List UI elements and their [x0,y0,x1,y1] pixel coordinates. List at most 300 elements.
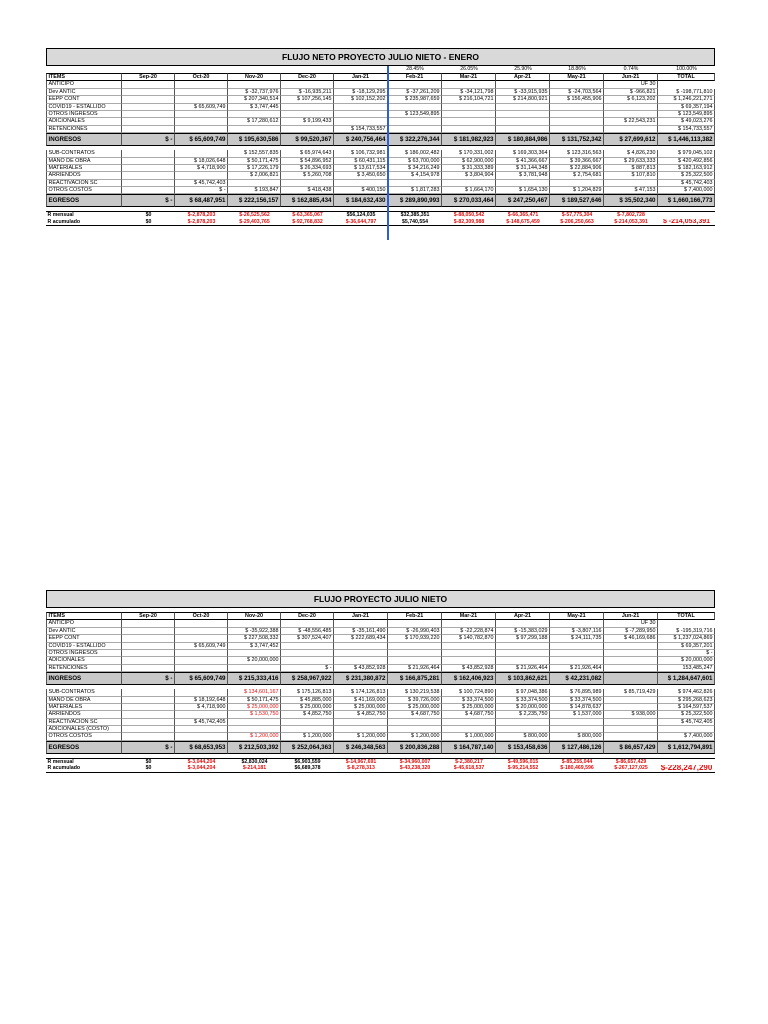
table-cell [122,726,175,733]
table-cell: $ 164,787,140 [442,741,496,754]
table-cell: $ 189,527,646 [550,194,604,207]
table-cell: $ 26,334,693 [281,165,334,172]
table-cell: $ 24,111,735 [550,635,604,642]
column-header: Jun-21 [604,73,658,81]
table-cell: $ 231,380,872 [334,672,388,685]
table-cell [496,620,550,627]
table-cell: $ 322,276,344 [388,133,442,146]
table-row [46,111,715,118]
table-cell: $ 65,609,749 [175,133,228,146]
column-header: Sep-20 [122,73,175,81]
table-cell [228,111,281,118]
table-cell: $ -35,161,490 [334,628,388,635]
table-cell [122,628,175,635]
table-cell: $-180,469,596 [560,765,594,772]
table-cell: $ 76,895,989 [550,689,604,696]
table-cell: $ 140,782,870 [442,635,496,642]
table-cell: $ 4,852,750 [334,711,388,718]
table-cell: $ 4,852,750 [281,711,334,718]
table-cell [281,104,334,111]
table-row [46,172,715,179]
table-cell [334,657,388,664]
table-cell: $ -15,383,029 [496,628,550,635]
table-cell: $ 22,884,906 [550,165,604,172]
table-cell: $-88,050,542 [453,212,485,219]
table-cell [442,650,496,657]
table-cell: $ 1,000,000 [442,733,496,740]
table-cell [175,657,228,664]
table-cell: $6,903,559 [294,758,321,765]
table-cell: $ 258,967,922 [281,672,334,685]
table-cell: $ -34,121,798 [442,89,496,96]
table-cell [604,111,658,118]
table-cell: $ 170,331,002 [442,150,496,157]
table-cell: $ 25,000,000 [442,704,496,711]
table-cell [442,118,496,125]
table-cell: $ 214,800,921 [496,96,550,103]
table-cell [334,81,388,88]
pct-value: 18.86% [568,66,586,72]
row-label: RETENCIONES [46,665,122,672]
column-header: May-21 [550,612,604,620]
column-headers [46,73,715,81]
table-cell: $ 106,732,981 [334,150,388,157]
table-cell [388,620,442,627]
table-cell: $ 107,810 [604,172,658,179]
table-cell: $ -214,053,391 [662,218,711,225]
table-cell [442,104,496,111]
table-cell: $ 43,852,928 [334,665,388,672]
table-cell [175,650,228,657]
table-cell: $ 33,374,500 [550,697,604,704]
table-cell: $-228,247,290 [660,765,713,772]
column-header: May-21 [550,73,604,81]
table-cell: $ -24,703,564 [550,89,604,96]
table-cell [122,650,175,657]
table-cell: $ 174,126,813 [334,689,388,696]
table-row [46,689,715,696]
row-label: INGRESOS [46,672,122,685]
table-cell: $ 154,733,557 [334,126,388,133]
table-cell [496,118,550,125]
column-header: Oct-20 [175,73,228,81]
table-cell: $ 182,163,912 [658,165,715,172]
table-cell [496,126,550,133]
table-cell: $ 3,781,948 [496,172,550,179]
column-header: Mar-21 [442,612,496,620]
table-cell [334,726,388,733]
column-divider-line [387,66,389,240]
table-row [46,657,715,664]
table-cell: $ 21,926,464 [388,665,442,672]
column-header: Jan-21 [334,612,388,620]
column-headers [46,612,715,620]
column-header: Sep-20 [122,612,175,620]
table-cell [604,704,658,711]
table-cell: $ 222,689,434 [334,635,388,642]
table-cell: $ 62,900,000 [442,158,496,165]
table-cell [334,643,388,650]
table-cell: $ -22,228,874 [442,628,496,635]
table-cell [175,628,228,635]
row-label: ANTICIPO [46,620,122,627]
table-cell [550,643,604,650]
table-cell [175,126,228,133]
table-cell: $ - [122,194,175,207]
table-cell [281,126,334,133]
table-cell [388,126,442,133]
table-cell: $ 216,104,721 [442,96,496,103]
table-row [46,697,715,704]
table-cell: $ 1,660,166,773 [658,194,715,207]
table-row [46,733,715,740]
table-cell [496,81,550,88]
table-cell [122,711,175,718]
table-cell: $ 134,601,167 [228,689,281,696]
table-cell: $ 45,742,405 [658,719,715,726]
table-cell [122,118,175,125]
row-label: ARRIENDOS [46,711,122,718]
pct-value [281,66,334,73]
table-cell: $ 42,231,082 [550,672,604,685]
table-cell [388,118,442,125]
results-block [46,758,715,773]
percentage-row [46,66,715,73]
table-row [46,81,715,88]
table-cell: $-92,768,832 [292,218,323,225]
table-cell [175,96,228,103]
table-row [46,726,715,733]
table-cell: $ 307,524,407 [281,635,334,642]
table-cell [550,719,604,726]
row-label: MATERIALES [46,165,122,172]
table-cell: $ 4,718,900 [175,704,228,711]
table-cell [175,118,228,125]
table-cell [604,180,658,187]
table-cell [388,81,442,88]
row-label: COVID19 - ESTALLIDO [46,643,122,650]
table-cell [442,657,496,664]
table-row [46,118,715,125]
table-cell: $ 68,653,953 [175,741,228,754]
table-cell: $ 4,687,750 [442,711,496,718]
row-label: MANO DE OBRA [46,697,122,704]
row-label: REACTIVACION SC [46,180,122,187]
table-cell: $ 2,754,681 [550,172,604,179]
pct-value [334,66,388,73]
table-cell: $ 49,023,276 [658,118,715,125]
row-label: SUB-CONTRATOS [46,689,122,696]
table-cell [604,719,658,726]
table-cell: $ 4,826,230 [604,150,658,157]
table-cell [175,689,228,696]
table-cell: $ 887,813 [604,165,658,172]
table-cell: $ 20,000,000 [496,704,550,711]
table-cell: $ 65,609,749 [175,643,228,650]
table-cell: $56,124,035 [346,212,376,219]
table-cell: $5,740,554 [402,218,428,225]
row-label: OTROS COSTOS [46,187,122,194]
table-cell: $ 7,400,000 [658,733,715,740]
table-cell: $ 39,366,667 [550,158,604,165]
table-row [46,643,715,650]
table-cell: $ 1,537,000 [550,711,604,718]
table-cell: $ 3,804,904 [442,172,496,179]
table-cell [550,726,604,733]
table-cell [122,733,175,740]
table-cell: $ 31,333,389 [442,165,496,172]
table-cell: $ 45,885,000 [281,697,334,704]
table-cell: $ 979,045,102 [658,150,715,157]
row-label: COVID19 - ESTALLIDO [46,104,122,111]
table-cell [604,672,658,685]
row-label: EEPP CONT [46,96,122,103]
pct-value: 100.00% [676,66,697,72]
table-cell: $-43,238,320 [399,765,431,772]
table-cell: $ 212,503,392 [228,741,281,754]
table-cell [334,620,388,627]
table-cell [550,620,604,627]
table-cell: $-29,403,765 [239,218,270,225]
table-cell [604,665,658,672]
table-cell: $ 4,718,900 [175,165,228,172]
column-header: Apr-21 [496,73,550,81]
table-cell: $-214,053,391 [614,218,648,225]
column-header: Apr-21 [496,612,550,620]
table-cell: $ 193,847 [228,187,281,194]
table-cell: $ 2,006,821 [228,172,281,179]
table-cell: $-45,618,537 [453,765,485,772]
table-cell: $ 97,048,386 [496,689,550,696]
table-cell [122,158,175,165]
table-cell [496,726,550,733]
table-cell: $ 25,322,500 [658,172,715,179]
table-cell: $ 295,268,623 [658,697,715,704]
table-cell: $-26,525,562 [239,212,270,219]
table-cell: $ 4,154,978 [388,172,442,179]
table-row [46,635,715,642]
table-row [46,104,715,111]
table-cell: $ 200,836,288 [388,741,442,754]
table-cell: $ 102,152,202 [334,96,388,103]
table-cell: $ 131,752,342 [550,133,604,146]
table-cell: $ 1,204,829 [550,187,604,194]
table-cell: $ 195,630,586 [228,133,281,146]
table-cell: $32,385,351 [400,212,430,219]
table-cell: $ 186,002,482 [388,150,442,157]
table-cell [550,650,604,657]
table-cell: $ 164,597,537 [658,704,715,711]
table-cell: $ 169,303,364 [496,150,550,157]
table-cell: $ 1,817,283 [388,187,442,194]
table-cell [122,180,175,187]
table-row [46,187,715,194]
table-cell: $-2,380,217 [455,758,483,765]
table-cell: $ 25,000,000 [228,704,281,711]
table-cell [228,650,281,657]
table-cell: $ - [658,650,715,657]
table-cell: $ -3,807,116 [550,628,604,635]
table-cell: $0 [145,765,152,772]
table-row [46,672,715,685]
table-cell: $ - [175,187,228,194]
table-cell: $ 69,357,201 [658,643,715,650]
table-cell: $ 43,852,928 [442,665,496,672]
table-cell [496,650,550,657]
table-cell: $-85,255,044 [561,758,593,765]
pct-value: 0.74% [623,66,639,72]
table-cell [334,180,388,187]
table-cell [550,104,604,111]
table-cell [122,126,175,133]
table-cell [228,726,281,733]
table-row [46,96,715,103]
table-cell [122,89,175,96]
table-cell [175,150,228,157]
table-row [46,765,715,771]
row-label: R acumulado [47,218,81,225]
table-row [46,165,715,172]
table-cell: $ 152,557,835 [228,150,281,157]
table-cell: $ 215,333,416 [228,672,281,685]
table-cell: $ 800,000 [550,733,604,740]
table-cell [388,650,442,657]
table-cell: $ 20,000,000 [228,657,281,664]
table-cell: $ 41,366,667 [496,158,550,165]
table-cell [122,104,175,111]
table-cell [550,180,604,187]
table-cell [175,172,228,179]
table-cell: $ 27,699,612 [604,133,658,146]
table-cell: $0 [145,218,152,225]
table-cell [281,650,334,657]
table-cell: $ 65,609,749 [175,104,228,111]
table-cell [604,733,658,740]
table-cell [496,180,550,187]
table-cell [496,719,550,726]
row-label: ADICIONALES [46,657,122,664]
table-cell: $-36,644,797 [345,218,377,225]
table-cell [175,111,228,118]
table-cell: $ 107,256,145 [281,96,334,103]
table-cell: $ 45,742,403 [175,180,228,187]
table-cell [281,643,334,650]
table-cell [228,665,281,672]
table-cell: $ 17,226,179 [228,165,281,172]
table-cell: $ 162,406,923 [442,672,496,685]
table-cell: $ 227,508,332 [228,635,281,642]
table-cell: $ 100,724,890 [442,689,496,696]
row-label: Dev ANTIC [46,628,122,635]
row-label: R mensual [47,212,74,219]
table-cell [122,635,175,642]
table-cell [281,657,334,664]
table-cell [550,118,604,125]
table-cell: $ 123,316,563 [550,150,604,157]
table-cell [604,650,658,657]
table-cell [496,643,550,650]
table-cell: $ 1,612,794,891 [658,741,715,754]
row-label: R mensual [47,758,74,765]
table-cell: $ 800,000 [496,733,550,740]
table-cell [175,726,228,733]
table-cell: $ 246,348,563 [334,741,388,754]
table-cell: $-49,596,015 [507,758,539,765]
table-cell: $ 400,150 [334,187,388,194]
table-cell: $-206,250,663 [560,218,594,225]
table-cell: $ 17,280,612 [228,118,281,125]
table-cell: $ 35,502,340 [604,194,658,207]
table-cell [175,711,228,718]
table-row [46,628,715,635]
table-row [46,158,715,165]
table-cell: $ 4,687,750 [388,711,442,718]
table-cell: $ -35,922,388 [228,628,281,635]
table-cell [228,81,281,88]
row-label: REACTIVACION SC [46,719,122,726]
row-label: ADICIONALES (COSTO) [46,726,122,733]
table-cell: $ 162,885,434 [281,194,334,207]
table-cell: $ 25,000,000 [281,704,334,711]
table-cell: $ 418,438 [281,187,334,194]
table-cell: $ -198,771,810 [658,89,715,96]
table-cell: $ - [122,672,175,685]
table-cell [604,657,658,664]
table-cell: $ 21,926,464 [496,665,550,672]
table-cell [122,81,175,88]
table-cell [122,172,175,179]
table-cell: $ 46,169,686 [604,635,658,642]
row-label: MATERIALES [46,704,122,711]
table-cell: $2,830,024 [241,758,268,765]
table-cell: $ 175,126,813 [281,689,334,696]
table-cell: $-2,878,203 [187,218,216,225]
table-cell: $-148,675,459 [506,218,540,225]
table-cell: $-214,181 [242,765,267,772]
table-cell [334,118,388,125]
table-cell: $ 156,455,906 [550,96,604,103]
table-cell [122,719,175,726]
table-cell: $ 1,530,750 [228,711,281,718]
table-cell: $ 18,026,648 [175,158,228,165]
table-row [46,194,715,207]
table-cell: $ 5,260,708 [281,172,334,179]
table-cell [550,111,604,118]
table-cell [604,126,658,133]
table-cell: $-82,309,988 [453,218,485,225]
table-cell [496,657,550,664]
table-cell: $ -32,737,976 [228,89,281,96]
column-header: Nov-20 [228,73,281,81]
table-cell [442,126,496,133]
table-row [46,650,715,657]
table-cell: $ 123,549,895 [388,111,442,118]
table-cell [550,657,604,664]
table-cell: $ -195,319,716 [658,628,715,635]
table-cell [442,726,496,733]
table-cell [388,643,442,650]
table-cell [228,180,281,187]
table-cell: $ 166,875,281 [388,672,442,685]
row-label: EGRESOS [46,194,122,207]
table-cell [122,620,175,627]
row-label: EGRESOS [46,741,122,754]
table-row [46,741,715,754]
table-cell: $ 240,756,464 [334,133,388,146]
table-cell [388,104,442,111]
table-cell [281,111,334,118]
table-cell: $ 85,719,429 [604,689,658,696]
